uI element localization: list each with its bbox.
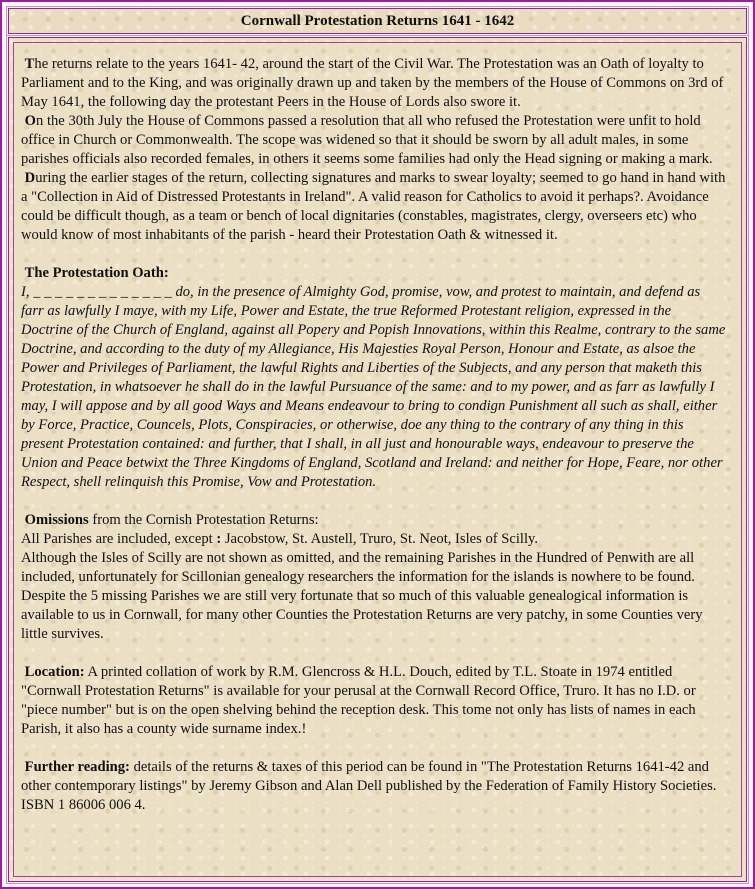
page-title: Cornwall Protestation Returns 1641 - 1642	[8, 8, 747, 34]
parish-item: St. Neot,	[399, 531, 456, 547]
omissions-heading-rest: from the Cornish Protestation Returns:	[88, 512, 319, 528]
further-reading-paragraph	[21, 758, 726, 815]
omitted-colon: :	[216, 531, 222, 547]
location-text: A printed collation of work by R.M. Glencross & H.L. Douch, edited by T.L. Stoate in 1974 entitled "Cornwall Protestation Returns" is available for your perusal at the Cornwall Record Office, Truro. It has no I.D. or "piece number" but is on the open shelving behind the reception desk. This tome not only has lists of names in each Parish, it also has a county wide surname index.!	[21, 664, 696, 737]
intro-paragraph-2	[21, 112, 726, 169]
location-paragraph	[21, 663, 726, 739]
intro-text-3: uring the earlier stages of the return, collecting signatures and marks to swear loyalty; seemed to go hand in hand with a "Collection in Aid of Distressed Protestants in Ireland". A valid reason for Catholics to avoid it perhaps?. Avoidance could be difficult though, as a team or bench of local dignitaries (constables, magistrates, clergy, overseers etc) who would know of most inhabitants of the parish - heard their Protestation Oath & witnessed it.	[21, 170, 726, 243]
oath-heading-text: The Protestation Oath:	[24, 265, 169, 281]
article-body	[21, 55, 726, 815]
parish-item: Isles of Scilly.	[455, 531, 539, 547]
omitted-prefix: All Parishes are included, except	[21, 531, 217, 547]
parish-item: Jacobstow,	[224, 531, 293, 547]
omissions-heading	[21, 511, 726, 530]
omitted-parishes-line	[21, 530, 726, 549]
drop-letter: T	[24, 56, 35, 72]
location-heading: Location:	[24, 664, 85, 680]
omissions-heading-label: Omissions	[24, 512, 89, 528]
drop-letter: D	[24, 170, 36, 186]
intro-text-1: he returns relate to the years 1641- 42, around the start of the Civil War. The Protestation was an Oath of loyalty to Parliament and to the King, and was originally drawn up and taken by the members of the House of Commons on 3rd of May 1641, the following day the protestant Peers in the House of Lords also swore it.	[21, 56, 724, 110]
oath-heading	[21, 264, 726, 283]
further-reading-text: details of the returns & taxes of this period can be found in "The Protestation Returns 1641-42 and other contemporary listings" by Jeremy Gibson and Alan Dell published by the Federation of Family History Societies. ISBN 1 86006 006 4.	[21, 759, 717, 813]
intro-paragraph-1	[21, 55, 726, 112]
parish-item: Truro,	[359, 531, 400, 547]
parish-item: St. Austell,	[292, 531, 360, 547]
omissions-paragraph-2: Although the Isles of Scilly are not shown as omitted, and the remaining Parishes in the Hundred of Penwith are all included, unfortunately for Scillonian genealogy researchers the information for the islands is nowhere to be found.	[21, 550, 695, 585]
drop-letter: O	[24, 113, 37, 129]
oath-text: I, _ _ _ _ _ _ _ _ _ _ _ _ _ do, in the presence of Almighty God, promise, vow, and protest to maintain, and defend as farr as lawfully I maye, with my Life, Power and Estate, the true Reformed Protestant religion, expressed in the Doctrine of the Church of England, against all Popery and Popish Innovations, within this Realme, contrary to the same Doctrine, and according to the duty of my Allegiance, His Majesties Royal Person, Honour and Estate, as alsoe the Power and Privileges of Parliament, the lawful Rights and Liberties of the Subjects, and any person that maketh this Protestation, in whatsoever he shall do in the lawful Pursuance of the same: and to my power, and as farr as lawfully I may, I will appose and by all good Ways and Means endeavour to bring to condign Punishment all such as shall, either by Force, Practice, Councels, Plots, Conspiracies, or otherwise, doe any thing to the contrary of any thing in this present Protestation contained: and further, that I shall, in all just and honourable ways, endeavour to preserve the Union and Peace betwixt the Three Kingdoms of England, Scotland and Ireland: and neither for Hope, Feare, nor other Respect, shell relinquish this Promise, Vow and Protestation.	[21, 284, 726, 490]
intro-paragraph-3	[21, 169, 726, 245]
omissions-paragraph-3: Despite the 5 missing Parishes we are still very fortunate that so much of this valuable genealogical information is available to us in Cornwall, for many other Counties the Protestation Returns are very patchy, in some Counties very little survives.	[21, 588, 703, 642]
further-reading-heading: Further reading:	[24, 759, 130, 775]
intro-text-2: n the 30th July the House of Commons passed a resolution that all who refused the Protestation were unfit to hold office in Church or Commonwealth. The scope was widened so that it should be sworn by all adult males, in some parishes officials also recorded females, in others it seems some families had only the Head signing or making a mark.	[21, 113, 713, 167]
